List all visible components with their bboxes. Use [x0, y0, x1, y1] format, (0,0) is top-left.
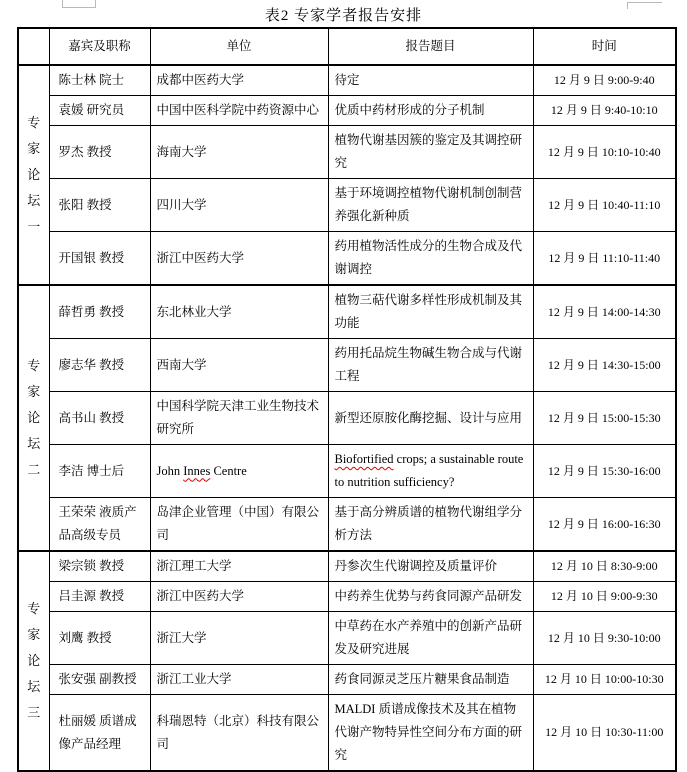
cell-time: 12 月 9 日 15:00-15:30: [533, 392, 676, 445]
cell-unit: 浙江大学: [150, 612, 328, 665]
cell-time: 12 月 9 日 15:30-16:00: [533, 445, 676, 498]
cell-time: 12 月 9 日 14:00-14:30: [533, 285, 676, 339]
cell-guest: 梁宗锁 教授: [49, 551, 150, 582]
cell-topic: 基于高分辨质谱的植物代谢组学分析方法: [328, 498, 533, 552]
cell-guest: 王荣荣 液质产品高级专员: [49, 498, 150, 552]
cell-time: 12 月 10 日 9:00-9:30: [533, 582, 676, 612]
cell-guest: 李洁 博士后: [49, 445, 150, 498]
table-row: [18, 582, 676, 612]
cell-guest: 廖志华 教授: [49, 339, 150, 392]
cell-time: 12 月 10 日 9:30-10:00: [533, 612, 676, 665]
forum-group-cell: [18, 65, 49, 285]
table-row: [18, 65, 676, 96]
table-row: [18, 392, 676, 445]
forum-group-label: 专家论坛一: [27, 115, 41, 234]
cell-time: 12 月 9 日 14:30-15:00: [533, 339, 676, 392]
cell-time: 12 月 10 日 10:00-10:30: [533, 665, 676, 695]
cell-unit: John Innes Centre: [150, 445, 328, 498]
cell-guest: 罗杰 教授: [49, 126, 150, 179]
table-row: [18, 339, 676, 392]
cell-unit: 四川大学: [150, 179, 328, 232]
cell-topic: 药用植物活性成分的生物合成及代谢调控: [328, 232, 533, 286]
cell-unit: 成都中医药大学: [150, 65, 328, 96]
forum-group-label: 专家论坛二: [27, 358, 41, 477]
cell-time: 12 月 9 日 11:10-11:40: [533, 232, 676, 286]
header-cell-time: 时间: [533, 28, 676, 65]
cell-time: 12 月 9 日 16:00-16:30: [533, 498, 676, 552]
header-cell-forum: [18, 28, 49, 65]
cell-topic: MALDI 质谱成像技术及其在植物代谢产物特异性空间分布方面的研究: [328, 695, 533, 772]
table-row: [18, 498, 676, 552]
cell-unit: 科瑞恩特（北京）科技有限公司: [150, 695, 328, 772]
schedule-table: [17, 27, 677, 772]
header-cell-topic: 报告题目: [328, 28, 533, 65]
cell-topic: 新型还原胺化酶挖掘、设计与应用: [328, 392, 533, 445]
table-header: [18, 28, 676, 65]
table-row: [18, 96, 676, 126]
forum-group-label: 专家论坛三: [27, 601, 41, 720]
cell-topic: 待定: [328, 65, 533, 96]
cell-guest: 袁媛 研究员: [49, 96, 150, 126]
misspelled-word: Biofortified: [334, 452, 394, 466]
table-row: [18, 612, 676, 665]
cell-guest: 吕圭源 教授: [49, 582, 150, 612]
forum-group-cell: [18, 285, 49, 551]
cell-guest: 刘鹰 教授: [49, 612, 150, 665]
cell-unit: 东北林业大学: [150, 285, 328, 339]
cell-guest: 高书山 教授: [49, 392, 150, 445]
cell-unit: 浙江中医药大学: [150, 582, 328, 612]
cell-topic: 基于环境调控植物代谢机制创制营养强化新种质: [328, 179, 533, 232]
cell-topic: Biofortified crops; a sustainable route to nutrition sufficiency?: [328, 445, 533, 498]
cell-topic: 优质中药材形成的分子机制: [328, 96, 533, 126]
cell-unit: 海南大学: [150, 126, 328, 179]
cell-unit: 浙江中医药大学: [150, 232, 328, 286]
cell-unit: 中国中医科学院中药资源中心: [150, 96, 328, 126]
header-cell-unit: 单位: [150, 28, 328, 65]
cell-time: 12 月 9 日 10:40-11:10: [533, 179, 676, 232]
table-row: [18, 232, 676, 286]
misspelled-word: Innes: [183, 463, 211, 478]
cell-unit: 中国科学院天津工业生物技术研究所: [150, 392, 328, 445]
forum-group-cell: [18, 551, 49, 771]
cell-unit: 浙江工业大学: [150, 665, 328, 695]
table-row: [18, 126, 676, 179]
cell-guest: 薛哲勇 教授: [49, 285, 150, 339]
cell-guest: 张阳 教授: [49, 179, 150, 232]
cell-topic: 植物代谢基因簇的鉴定及其调控研究: [328, 126, 533, 179]
cell-guest: 陈士林 院士: [49, 65, 150, 96]
header-cell-guest: 嘉宾及职称: [49, 28, 150, 65]
cell-topic: 药用托品烷生物碱生物合成与代谢工程: [328, 339, 533, 392]
cell-time: 12 月 9 日 9:40-10:10: [533, 96, 676, 126]
cell-unit: 岛津企业管理（中国）有限公司: [150, 498, 328, 552]
cell-topic: 中药养生优势与药食同源产品研发: [328, 582, 533, 612]
cell-topic: 药食同源灵芝压片糖果食品制造: [328, 665, 533, 695]
cell-time: 12 月 9 日 9:00-9:40: [533, 65, 676, 96]
cell-unit: 西南大学: [150, 339, 328, 392]
cell-topic: 中草药在水产养殖中的创新产品研发及研究进展: [328, 612, 533, 665]
cell-time: 12 月 10 日 10:30-11:00: [533, 695, 676, 772]
cell-topic: 植物三萜代谢多样性形成机制及其功能: [328, 285, 533, 339]
cell-time: 12 月 10 日 8:30-9:00: [533, 551, 676, 582]
table-row: [18, 179, 676, 232]
cell-time: 12 月 9 日 10:10-10:40: [533, 126, 676, 179]
table-row: [18, 665, 676, 695]
header-row: [18, 28, 676, 65]
table-row: [18, 551, 676, 582]
cell-topic: 丹参次生代谢调控及质量评价: [328, 551, 533, 582]
cell-guest: 张安强 副教授: [49, 665, 150, 695]
table-row: [18, 695, 676, 772]
table-row: [18, 445, 676, 498]
table-caption: 表2 专家学者报告安排: [264, 8, 423, 24]
table-body: [18, 65, 676, 771]
cell-guest: 开国银 教授: [49, 232, 150, 286]
cell-unit: 浙江理工大学: [150, 551, 328, 582]
cell-guest: 杜丽媛 质谱成像产品经理: [49, 695, 150, 772]
table-row: [18, 285, 676, 339]
